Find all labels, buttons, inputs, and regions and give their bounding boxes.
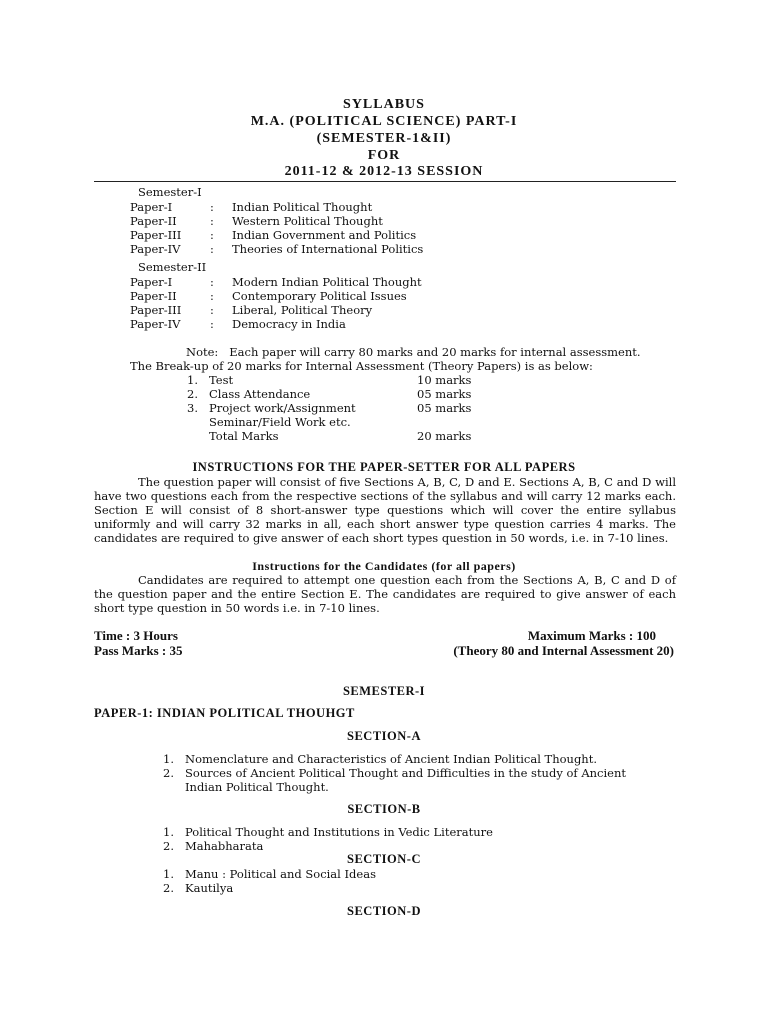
- section-c-item2-text: Kautilya: [185, 881, 234, 895]
- ia-item1-num: 1.: [187, 373, 198, 387]
- candidate-instructions-heading: Instructions for the Candidates (for all papers): [252, 559, 516, 573]
- section-c-item1-text: Manu : Political and Social Ideas: [185, 867, 376, 881]
- section-c-item2-num: 2.: [163, 881, 174, 895]
- ia-item3-label: Project work/Assignment: [209, 401, 356, 415]
- section-a-item1-text: Nomenclature and Characteristics of Ancient Indian Political Thought.: [185, 752, 597, 766]
- sem1-paper3-code: Paper-III: [130, 228, 182, 242]
- doc-title-course: M.A. (POLITICAL SCIENCE) PART-I: [250, 114, 518, 129]
- exam-pass-marks: Pass Marks : 35: [94, 643, 183, 658]
- ia-item3-marks: 05 marks: [417, 401, 472, 415]
- doc-title-semester: (SEMESTER-1&II): [316, 131, 452, 146]
- ia-item3-continuation: Seminar/Field Work etc.: [209, 415, 351, 429]
- doc-title-for: FOR: [367, 148, 401, 163]
- exam-marks-breakup: (Theory 80 and Internal Assessment 20): [453, 643, 674, 658]
- ia-total-label: Total Marks: [209, 429, 279, 443]
- sem2-paper1-code: Paper-I: [130, 275, 173, 289]
- ia-item1-marks: 10 marks: [417, 373, 472, 387]
- section-b-item2-text: Mahabharata: [185, 839, 264, 853]
- note-breakup-line: The Break-up of 20 marks for Internal Assessment (Theory Papers) is as below:: [130, 359, 593, 373]
- sem2-paper1-sep: :: [210, 275, 214, 289]
- sem1-paper3-sep: :: [210, 228, 214, 242]
- ia-item3-num: 3.: [187, 401, 198, 415]
- sem2-paper2-code: Paper-II: [130, 289, 177, 303]
- sem1-paper2-code: Paper-II: [130, 214, 177, 228]
- exam-max-marks: Maximum Marks : 100: [527, 628, 656, 643]
- sem1-paper3-title: Indian Government and Politics: [232, 228, 417, 242]
- ia-item2-marks: 05 marks: [417, 387, 472, 401]
- setter-instructions-paragraph: The question paper will consist of five Sections A, B, C, D and E. Sections A, B, C and D will have two questions each from the respective sections of the syllabus and will carry 12 marks each. Section E will consist of 8 short-answer type questions which will cover the entire syllabus uniformly and will carry 32 marks in all, each short answer type question carries 4 marks. The candidates are required to give answer of each short types question in 50 words, i.e. in 7-10 lines.: [94, 475, 676, 545]
- sem1-paper1-title: Indian Political Thought: [232, 200, 373, 214]
- semester2-label: Semester-II: [138, 260, 207, 274]
- section-c-item1-num: 1.: [163, 867, 174, 881]
- sem2-paper4-code: Paper-IV: [130, 317, 181, 331]
- doc-title-syllabus: SYLLABUS: [343, 97, 425, 112]
- paper1-heading: PAPER-1: INDIAN POLITICAL THOUHGT: [94, 706, 355, 720]
- section-a-item2-num: 2.: [163, 766, 174, 780]
- sem1-paper2-sep: :: [210, 214, 214, 228]
- sem2-paper1-title: Modern Indian Political Thought: [232, 275, 422, 289]
- sem2-paper2-title: Contemporary Political Issues: [232, 289, 407, 303]
- section-a-item1-num: 1.: [163, 752, 174, 766]
- note-line: Note: Each paper will carry 80 marks and 20 marks for internal assessment.: [186, 345, 641, 359]
- candidate-instructions-text: [94, 573, 676, 615]
- sem1-paper2-title: Western Political Thought: [232, 214, 383, 228]
- sem2-paper3-sep: :: [210, 303, 214, 317]
- ia-total-marks: 20 marks: [417, 429, 472, 443]
- section-c-heading: SECTION-C: [347, 852, 421, 866]
- ia-item2-num: 2.: [187, 387, 198, 401]
- section-b-item1-text: Political Thought and Institutions in Vedic Literature: [185, 825, 493, 839]
- exam-time: Time : 3 Hours: [94, 628, 178, 643]
- ia-item1-label: Test: [209, 373, 234, 387]
- candidate-instructions-paragraph: Candidates are required to attempt one question each from the Sections A, B, C and D of the question paper and the entire Section E. The candidates are required to give answer of each short type question in 50 words i.e. in 7-10 lines.: [94, 573, 676, 615]
- section-d-heading: SECTION-D: [347, 904, 421, 918]
- section-b-item1-num: 1.: [163, 825, 174, 839]
- sem2-paper3-title: Liberal, Political Theory: [232, 303, 373, 317]
- title-divider: [94, 181, 676, 182]
- semester1-label: Semester-I: [138, 185, 202, 199]
- sem1-paper4-sep: :: [210, 242, 214, 256]
- semester1-heading: SEMESTER-I: [342, 684, 426, 698]
- doc-title-session: 2011-12 & 2012-13 SESSION: [284, 164, 484, 179]
- section-b-item2-num: 2.: [163, 839, 174, 853]
- sem1-paper1-code: Paper-I: [130, 200, 173, 214]
- sem2-paper3-code: Paper-III: [130, 303, 182, 317]
- section-a-item2-text: Sources of Ancient Political Thought and Difficulties in the study of Ancient: [185, 766, 626, 780]
- section-a-heading: SECTION-A: [347, 729, 421, 743]
- section-b-heading: SECTION-B: [347, 802, 421, 816]
- sem2-paper4-sep: :: [210, 317, 214, 331]
- sem2-paper2-sep: :: [210, 289, 214, 303]
- sem1-paper4-code: Paper-IV: [130, 242, 181, 256]
- sem1-paper4-title: Theories of International Politics: [232, 242, 424, 256]
- sem1-paper1-sep: :: [210, 200, 214, 214]
- sem2-paper4-title: Democracy in India: [232, 317, 346, 331]
- setter-instructions-text: [94, 475, 676, 545]
- ia-item2-label: Class Attendance: [209, 387, 311, 401]
- section-a-item2-continuation: Indian Political Thought.: [185, 780, 329, 794]
- setter-instructions-heading: INSTRUCTIONS FOR THE PAPER-SETTER FOR ALL PAPERS: [192, 460, 576, 474]
